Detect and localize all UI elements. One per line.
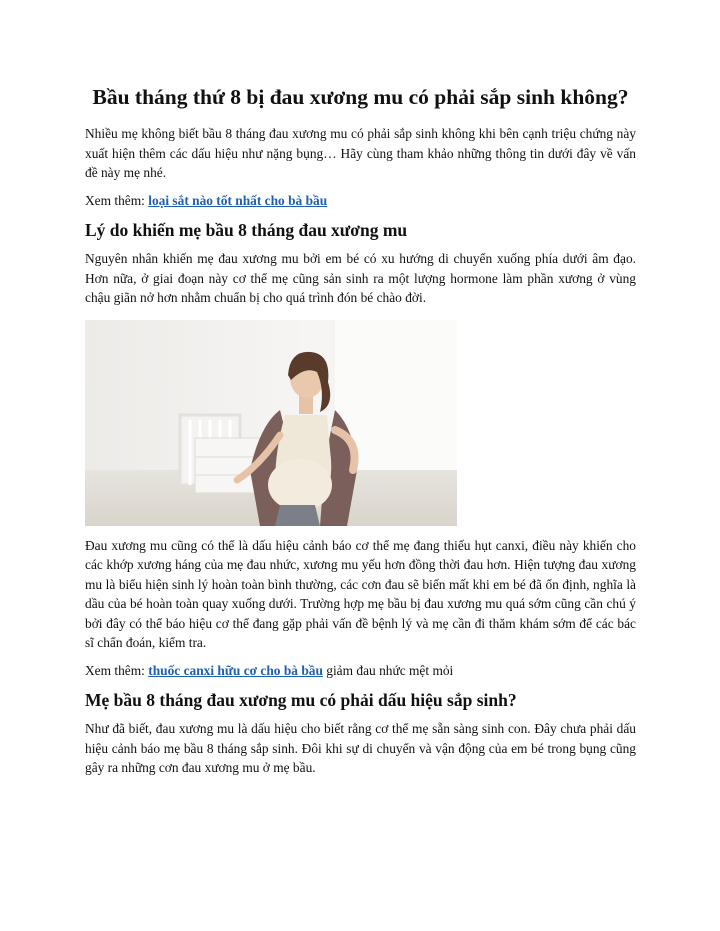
see-more-2-prefix: Xem thêm:: [85, 662, 149, 678]
section1-paragraph: Nguyên nhân khiến mẹ đau xương mu bởi em bé có xu hướng di chuyển xuống phía dưới âm đạo. Hơn nữa, ở giai đoạn này cơ thể mẹ cũng sản sinh ra một lượng hormone làm phần xương ở vùng chậu giãn nở hơn nhằm chuẩn bị cho quá trình đón bé chào đời.: [85, 251, 636, 305]
document-page: [85, 82, 636, 786]
page-title: Bầu tháng thứ 8 bị đau xương mu có phải sắp sinh không?: [92, 85, 629, 109]
see-more-2-suffix: giảm đau nhức mệt mỏi: [322, 662, 454, 678]
see-more-1-prefix: Xem thêm:: [85, 192, 149, 208]
section2-heading: Mẹ bầu 8 tháng đau xương mu có phải dấu hiệu sắp sinh?: [85, 690, 517, 710]
see-more-1: [85, 191, 636, 211]
pregnant-woman-image: [85, 320, 457, 526]
section2-paragraph: Như đã biết, đau xương mu là dấu hiệu cho biết rằng cơ thể mẹ sẵn sàng sinh con. Đây chưa phải dấu hiệu cảnh báo mẹ bầu 8 tháng sắp sinh. Đôi khi sự di chuyển và vận động của em bé trong bụng cũng gây ra những cơn đau xương mu ở mẹ bầu.: [85, 721, 636, 775]
paragraph-2: Đau xương mu cũng có thể là dấu hiệu cảnh báo cơ thể mẹ đang thiếu hụt canxi, điều này khiến cho các khớp xương háng của mẹ đau nhức, xương mu yếu hơn đồng thời đau hơn. Hiện tượng đau xương mu là biểu hiện sinh lý hoàn toàn bình thường, các cơn đau sẽ biến mất khi em bé đã ổn định, nghĩa là dầu của bé hoàn toàn quay xuống dưới. Trường hợp mẹ bầu bị đau xương mu quá sớm cũng cần chú ý bởi đây có thể báo hiệu cơ thể đang gặp phải vấn đề bệnh lý và mẹ cần đi thăm khám sớm để các bác sĩ chẩn đoán, kiểm tra.: [85, 537, 636, 650]
see-more-2: [85, 661, 636, 681]
see-more-1-link[interactable]: loại sắt nào tốt nhất cho bà bầu: [148, 192, 328, 208]
see-more-2-link[interactable]: thuốc canxi hữu cơ cho bà bầu: [148, 662, 323, 678]
section1-heading: Lý do khiến mẹ bầu 8 tháng đau xương mu: [85, 220, 408, 240]
intro-paragraph: Nhiều mẹ không biết bầu 8 tháng đau xương mu có phải sắp sinh không khi bên cạnh triệu chứng này xuất hiện thêm các dấu hiệu như nặng bụng… Hãy cùng tham khảo những thông tin dưới đây về vấn đề này mẹ nhé.: [85, 126, 636, 180]
